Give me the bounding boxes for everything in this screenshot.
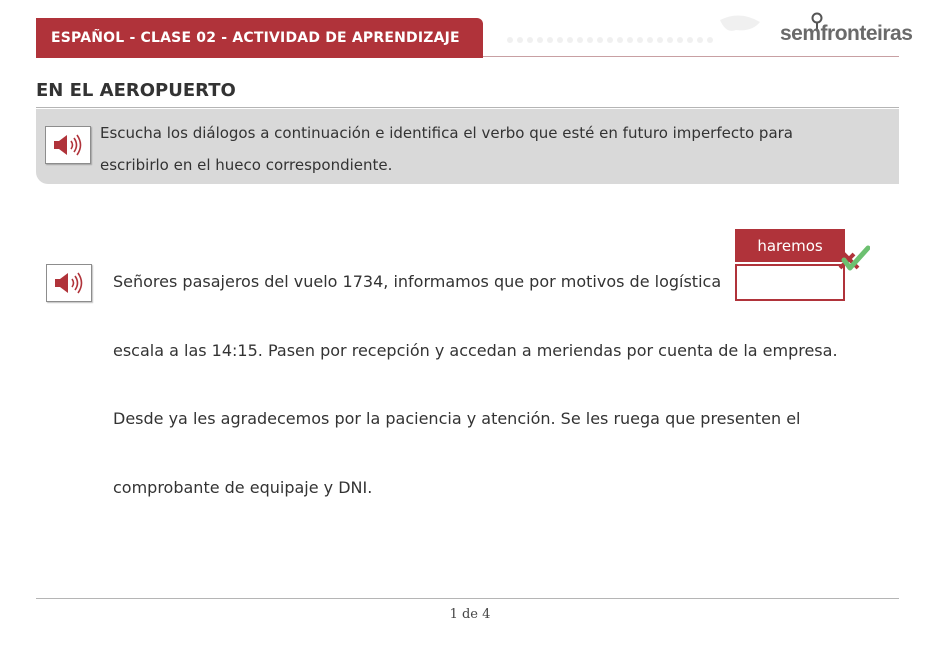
section-title: EN EL AEROPUERTO [36, 80, 236, 101]
world-map-decoration [490, 10, 770, 56]
answer-word-tag[interactable] [735, 229, 845, 262]
page-indicator: 1 de 4 [449, 607, 491, 622]
dialogue-audio-button[interactable] [46, 264, 92, 302]
instruction-text: Escucha los diálogos a continuación e identifica el verbo que esté en futuro imperfecto para escribirlo en el hueco correspondiente. [100, 124, 793, 174]
dialogue-line-2: escala a las 14:15. Pasen por recepción y accedan a meriendas por cuenta de la empresa. [113, 341, 838, 360]
header-divider [483, 56, 899, 57]
dialogue-line-3: Desde ya les agradecemos por la paciencia y atención. Se les ruega que presenten el [113, 409, 801, 428]
speaker-icon [52, 134, 84, 156]
header-title: ESPAÑOL - CLASE 02 - ACTIVIDAD DE APRENDIZAJE [51, 30, 460, 46]
semfronteiras-logo: semfronteiras [780, 22, 913, 45]
activity-header [36, 18, 483, 58]
speaker-icon [53, 272, 85, 294]
title-divider [36, 107, 899, 108]
answer-word-label: haremos [757, 236, 823, 255]
dialogue-line-4: comprobante de equipaje y DNI. [113, 478, 373, 497]
check-icon [836, 244, 870, 274]
instruction-audio-button[interactable] [45, 126, 91, 164]
answer-input[interactable] [735, 264, 845, 301]
dialogue-line-1: Señores pasajeros del vuelo 1734, informamos que por motivos de logística [113, 272, 722, 291]
footer-divider [36, 598, 899, 599]
